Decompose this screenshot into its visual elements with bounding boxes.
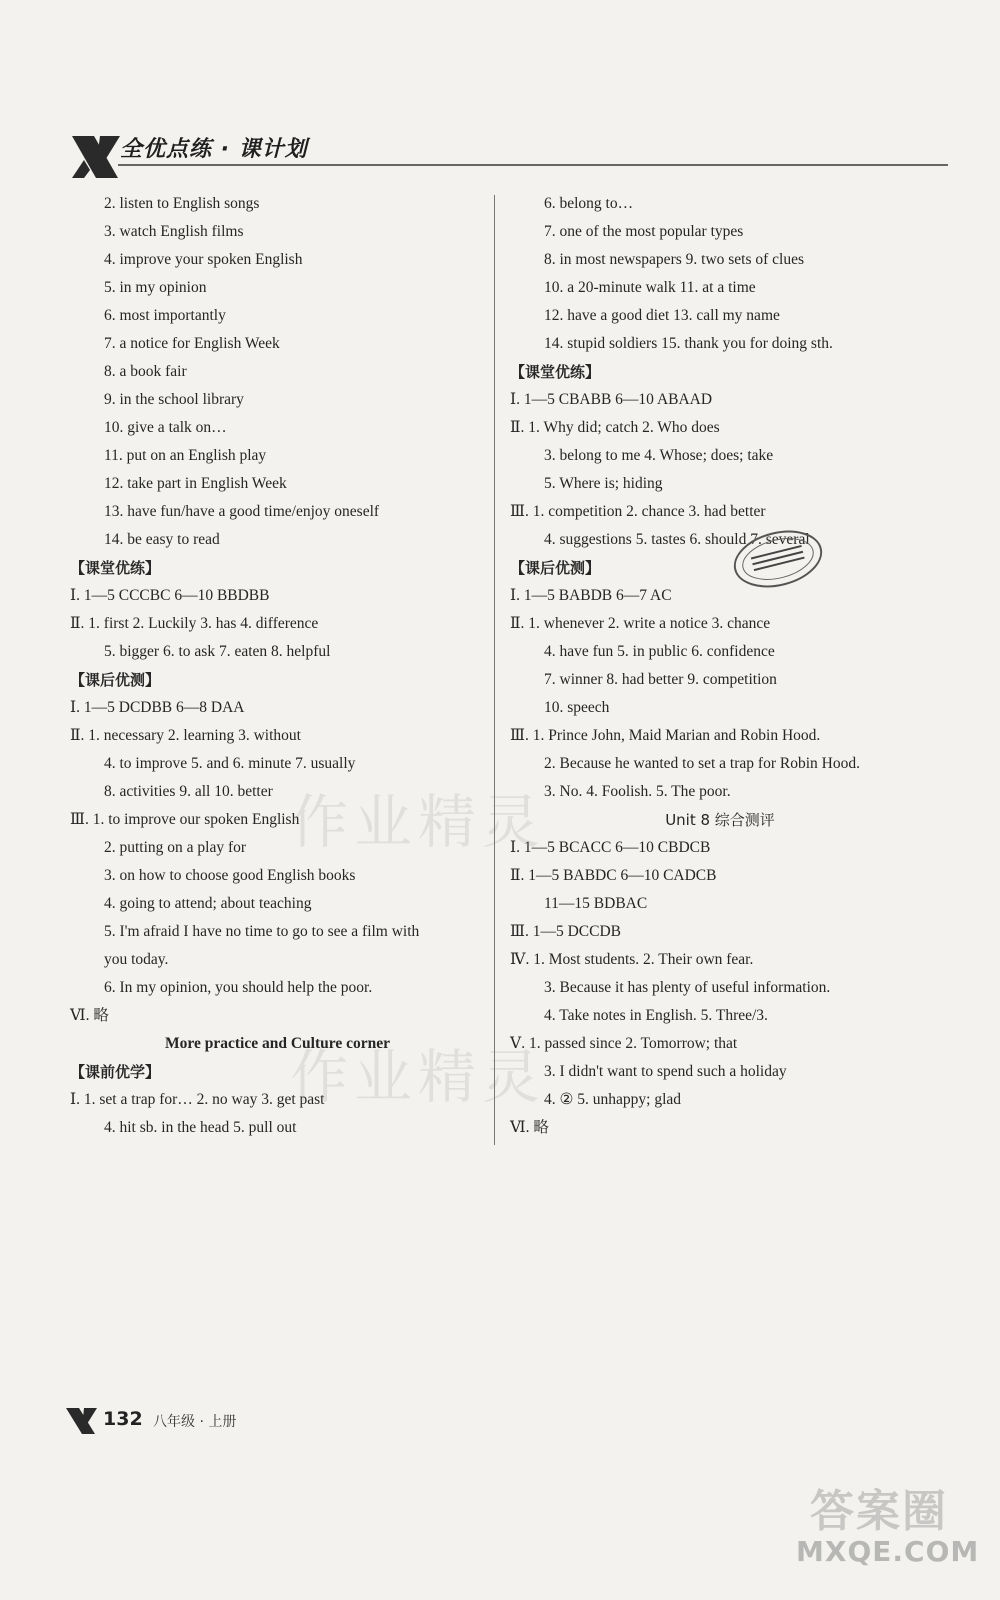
answer-line: 2. Because he wanted to set a trap for Robin Hood. [544, 755, 860, 772]
watermark: 作业精灵 [290, 1043, 547, 1111]
page-header [70, 128, 950, 188]
answer-line: 14. stupid soldiers 15. thank you for doing sth. [544, 335, 833, 352]
answer-line: Ⅵ. 略 [510, 1119, 549, 1136]
answer-line: 10. give a talk on… [104, 419, 227, 436]
answer-line: 8. activities 9. all 10. better [104, 783, 273, 800]
answer-line: 12. take part in English Week [104, 475, 287, 492]
answer-line: 5. I'm afraid I have no time to go to see a film with [104, 923, 420, 940]
answer-line: Ⅰ. 1—5 CCCBC 6—10 BBDBB [70, 587, 270, 604]
header-rule [118, 164, 948, 166]
answer-line: 4. ② 5. unhappy; glad [544, 1091, 682, 1108]
answer-line: 9. in the school library [104, 391, 244, 408]
answer-line: 3. Because it has plenty of useful information. [544, 979, 831, 996]
answer-line: 7. a notice for English Week [104, 335, 280, 352]
site-logo-text: 答案圈 [810, 1486, 948, 1537]
answer-line: 3. I didn't want to spend such a holiday [544, 1063, 787, 1080]
answer-line: 4. Take notes in English. 5. Three/3. [544, 1007, 768, 1024]
brand-logo-icon [70, 132, 124, 182]
column-divider [494, 195, 495, 1145]
answer-line: Ⅲ. 1. competition 2. chance 3. had better [510, 503, 766, 520]
answer-line: Ⅴ. 1. passed since 2. Tomorrow; that [510, 1035, 738, 1052]
brand-logo-icon [65, 1406, 99, 1436]
left-answer-column [70, 190, 485, 1142]
answer-line: 3. belong to me 4. Whose; does; take [544, 447, 774, 464]
answer-line: 6. In my opinion, you should help the poor. [104, 979, 373, 996]
answer-line: Ⅲ. 1—5 DCCDB [510, 923, 621, 940]
section-heading: 【课堂优练】 [510, 363, 601, 381]
answer-line: 6. belong to… [544, 195, 634, 212]
answer-line: Ⅳ. 1. Most students. 2. Their own fear. [510, 951, 754, 968]
answer-line: 5. bigger 6. to ask 7. eaten 8. helpful [104, 643, 331, 660]
answer-line: 4. improve your spoken English [104, 251, 303, 268]
answer-line: 4. have fun 5. in public 6. confidence [544, 643, 775, 660]
answer-line: 3. No. 4. Foolish. 5. The poor. [544, 783, 731, 800]
answer-line: 4. hit sb. in the head 5. pull out [104, 1119, 297, 1136]
answer-line: Ⅲ. 1. Prince John, Maid Marian and Robin Hood. [510, 727, 821, 744]
grade-label: 八年级 · 上册 [153, 1414, 237, 1430]
site-url: MXQE.COM [796, 1535, 980, 1568]
answer-line: 4. suggestions 5. tastes 6. should 7. several [544, 531, 810, 548]
answer-line: More practice and Culture corner [165, 1035, 390, 1052]
answer-line: Ⅰ. 1—5 BABDB 6—7 AC [510, 587, 672, 604]
answer-line: 5. Where is; hiding [544, 475, 663, 492]
answer-line: Ⅰ. 1—5 BCACC 6—10 CBDCB [510, 839, 711, 856]
answer-line: 3. watch English films [104, 223, 244, 240]
answer-line: 10. a 20-minute walk 11. at a time [544, 279, 756, 296]
answer-line: 7. one of the most popular types [544, 223, 744, 240]
answer-line: Ⅲ. 1. to improve our spoken English [70, 811, 300, 828]
answer-line: 11. put on an English play [104, 447, 267, 464]
answer-line: Ⅱ. 1. Why did; catch 2. Who does [510, 419, 720, 436]
site-logo [790, 1475, 985, 1585]
answer-line: 2. listen to English songs [104, 195, 260, 212]
homework-stamp-icon [730, 528, 826, 590]
answer-line: 10. speech [544, 699, 610, 716]
answer-line: 4. going to attend; about teaching [104, 895, 312, 912]
answer-line: Unit 8 综合测评 [665, 811, 775, 829]
answer-line: 8. a book fair [104, 363, 187, 380]
right-answer-column [510, 190, 930, 1142]
answer-line: 14. be easy to read [104, 531, 220, 548]
section-heading: 【课后优测】 [510, 559, 601, 577]
page-number: 132 [103, 1408, 143, 1430]
answer-line: 12. have a good diet 13. call my name [544, 307, 780, 324]
answer-line: 2. putting on a play for [104, 839, 247, 856]
section-heading: 【课前优学】 [70, 1063, 161, 1081]
answer-line: 5. in my opinion [104, 279, 207, 296]
answer-line: 8. in most newspapers 9. two sets of clues [544, 251, 805, 268]
answer-line: 6. most importantly [104, 307, 226, 324]
header-title: 全优点练 · 课计划 [120, 137, 308, 162]
answer-line: 4. to improve 5. and 6. minute 7. usually [104, 755, 356, 772]
answer-line: 13. have fun/have a good time/enjoy oneself [104, 503, 380, 520]
answer-line: 3. on how to choose good English books [104, 867, 356, 884]
section-heading: 【课后优测】 [70, 671, 161, 689]
answer-line: Ⅱ. 1. first 2. Luckily 3. has 4. difference [70, 615, 319, 632]
section-heading: 【课堂优练】 [70, 559, 161, 577]
answer-line: Ⅰ. 1. set a trap for… 2. no way 3. get past [70, 1091, 325, 1108]
watermark: 作业精灵 [290, 788, 547, 856]
answer-line: you today. [104, 951, 169, 968]
answer-line: 11—15 BDBAC [544, 895, 648, 912]
answer-line: Ⅰ. 1—5 DCDBB 6—8 DAA [70, 699, 245, 716]
answer-line: Ⅱ. 1. whenever 2. write a notice 3. chance [510, 615, 771, 632]
answer-line: Ⅰ. 1—5 CBABB 6—10 ABAAD [510, 391, 713, 408]
answer-line: Ⅱ. 1. necessary 2. learning 3. without [70, 727, 301, 744]
answer-line: Ⅵ. 略 [70, 1007, 109, 1024]
answer-line: 7. winner 8. had better 9. competition [544, 671, 777, 688]
answer-line: Ⅱ. 1—5 BABDC 6—10 CADCB [510, 867, 717, 884]
